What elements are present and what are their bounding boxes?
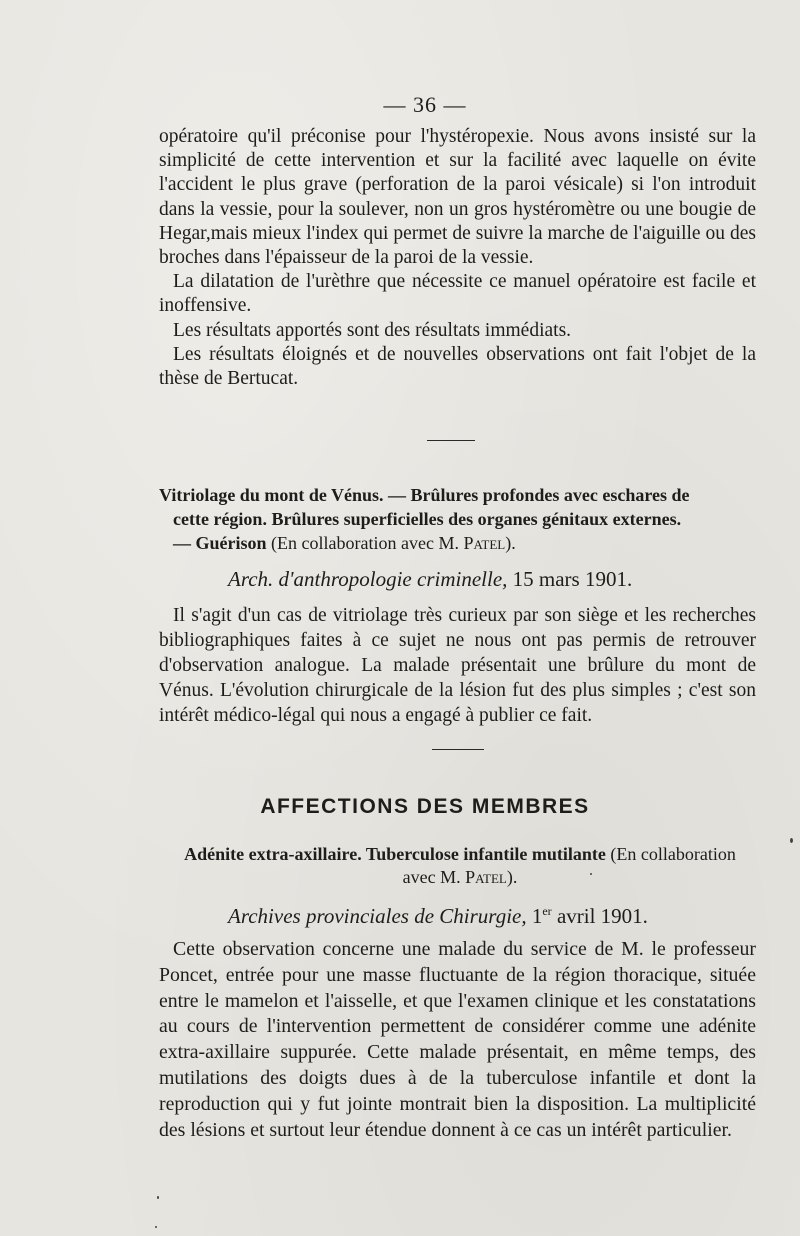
intro-paragraph-3: Les résultats apportés sont des résultats immédiats. xyxy=(173,319,572,341)
page-number: — 36 — xyxy=(383,92,467,117)
adenite-citation-date: avril 1901. xyxy=(551,904,648,928)
vitriolage-body xyxy=(159,603,756,728)
vitriolage-title-line-2: cette région. Brûlures superficielles des organes génitaux externes. xyxy=(173,509,682,529)
paper-speck xyxy=(157,1196,159,1199)
vitriolage-paragraph: Il s'agit d'un cas de vitriolage très curieux par son siège et les recherches bibliographiques faites à ce sujet ne nous ont pas permis de retrouver d'observation analogue. La malade présentait une brûlure du mont de Vénus. L'évolution chirurgicale de la lésion fut des plus simples ; c'est son intérêt médico-légal qui nous a engagé à publier ce fait. xyxy=(159,605,756,726)
adenite-title: Adénite extra-axillaire. Tuberculose infantile mutilante xyxy=(184,844,606,864)
vitriolage-collab-suffix: ). xyxy=(505,533,516,553)
paper-speck xyxy=(155,1226,157,1228)
vitriolage-collab-prefix: (En collaboration avec M. xyxy=(266,533,464,553)
vitriolage-collab-name: Patel xyxy=(463,533,506,553)
intro-paragraph-2: La dilatation de l'urèthre que nécessite ce manuel opératoire est facile et inoffensive. xyxy=(159,271,756,317)
vitriolage-title-line-1: Vitriolage du mont de Vénus. — Brûlures profondes avec eschares de xyxy=(159,485,690,505)
adenite-citation xyxy=(228,898,648,929)
vitriolage-entry-title xyxy=(159,483,756,555)
vitriolage-title-line-3: — Guérison xyxy=(173,533,267,553)
section-divider-2 xyxy=(432,749,484,750)
adenite-collab-prefix: (En collaboration avec M. xyxy=(402,844,736,887)
adenite-collab-suffix: ). xyxy=(506,867,518,887)
vitriolage-citation-date: 15 mars 1901. xyxy=(507,567,633,591)
adenite-citation-journal: Archives provinciales de Chirurgie, xyxy=(228,904,527,928)
section-heading: AFFECTIONS DES MEMBRES xyxy=(260,795,590,818)
adenite-citation-sup: er xyxy=(542,904,552,918)
adenite-body xyxy=(159,937,756,1143)
paper-speck xyxy=(590,873,592,875)
adenite-collab-name: Patel xyxy=(465,867,507,887)
adenite-citation-day: 1 xyxy=(526,904,543,928)
vitriolage-citation xyxy=(228,566,632,592)
paper-speck xyxy=(790,838,793,843)
intro-paragraph-4: Les résultats éloignés et de nouvelles observations ont fait l'objet de la thèse de Bertucat. xyxy=(159,343,756,390)
adenite-paragraph: Cette observation concerne une malade du service de M. le professeur Poncet, entrée pour une masse fluctuante de la région thoracique, située entre le mamelon et l'aisselle, et que l'examen clinique et les constatations au cours de l'intervention permettent de considérer comme une adénite extra-axillaire suppurée. Cette malade présentait, en même temps, des mutilations des doigts dues à de la tuberculose infantile et dont la reproduction qui y fut jointe montrait bien la disposition. La multiplicité des lésions et surtout leur étendue donnent à ce cas un intérêt particulier. xyxy=(159,938,756,1141)
adenite-entry-title xyxy=(170,843,750,889)
intro-section xyxy=(159,125,756,391)
section-divider xyxy=(427,440,475,441)
vitriolage-citation-journal: Arch. d'anthropologie criminelle, xyxy=(228,567,508,591)
intro-paragraph-1: opératoire qu'il préconise pour l'hystéropexie. Nous avons insisté sur la simplicité de cette intervention et sur la facilité avec laquelle on évite l'accident le plus grave (perforation de la paroi vésicale) si l'on introduit dans la vessie, pour la soulever, non un gros hystéromètre ou une bougie de Hegar,mais mieux l'index qui permet de suivre la marche de l'aiguille ou des broches dans l'épaisseur de la paroi de la vessie. xyxy=(159,126,756,269)
